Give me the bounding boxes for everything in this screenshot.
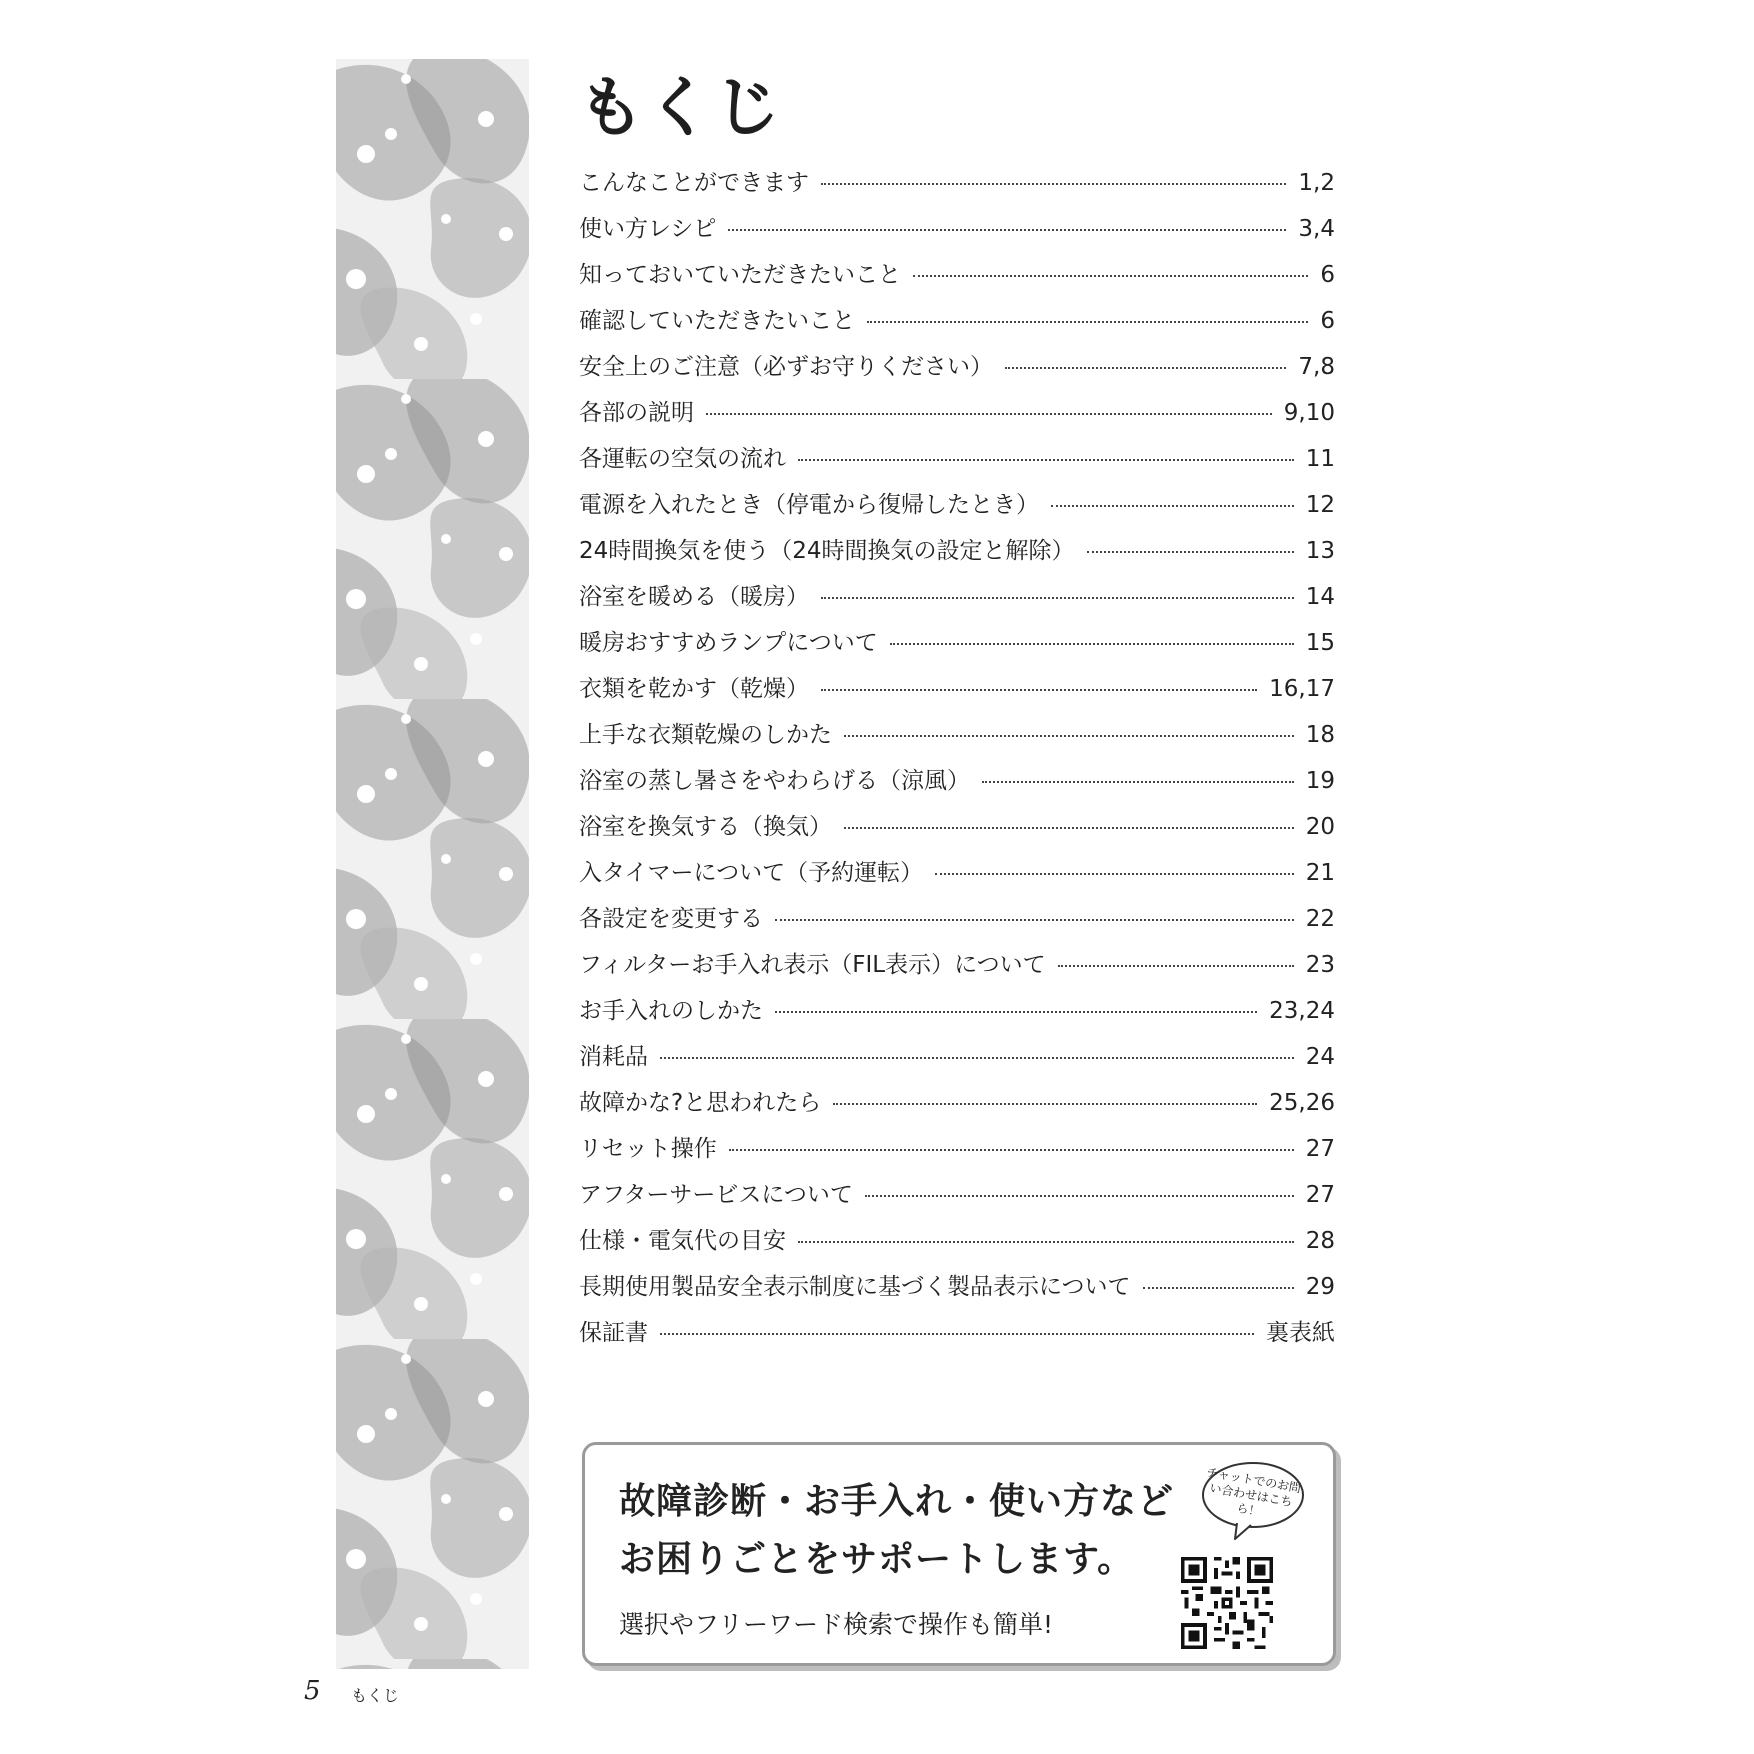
toc-entry[interactable] [579,946,1335,992]
toc-entry-page: 6 [1320,262,1335,288]
toc-entry-page: 19 [1305,768,1335,794]
toc-entry-page: 20 [1305,814,1335,840]
toc-entry[interactable] [579,210,1335,256]
toc-entry-page: 12 [1305,492,1335,518]
toc-entry-label: 確認していただきたいこと [579,308,855,334]
toc-entry[interactable] [579,1222,1335,1268]
toc-entry[interactable] [579,1176,1335,1222]
dot-leader [729,1149,1294,1151]
toc-entry-page: 21 [1305,860,1335,886]
toc-entry-page: 23 [1305,952,1335,978]
toc-entry-label: 浴室を換気する（換気） [579,814,832,840]
toc-entry[interactable] [579,808,1335,854]
dot-leader [775,1011,1257,1013]
toc-entry-label: 安全上のご注意（必ずお守りください） [579,354,993,380]
toc-entry-label: 故障かな?と思われたら [579,1090,822,1116]
qr-code-icon[interactable] [1181,1557,1273,1649]
toc-entry-label: 各運転の空気の流れ [579,446,786,472]
dot-leader [1058,965,1294,967]
toc-entry-page: 24 [1305,1044,1335,1070]
toc-entry[interactable] [579,532,1335,578]
toc-entry-page: 27 [1305,1136,1335,1162]
toc-entry[interactable] [579,716,1335,762]
support-subtext: 選択やフリーワード検索で操作も簡単! [619,1610,1054,1639]
toc-entry-label: 各設定を変更する [579,906,763,932]
toc-entry-label: お手入れのしかた [579,998,763,1024]
toc-entry[interactable] [579,992,1335,1038]
toc-entry[interactable] [579,394,1335,440]
toc-entry-label: 浴室を暖める（暖房） [579,584,809,610]
dot-leader [867,321,1308,323]
toc-entry-page: 16,17 [1269,676,1335,702]
toc-entry-page: 11 [1305,446,1335,472]
toc-entry-page: 15 [1305,630,1335,656]
page-title: もくじ [578,69,782,146]
toc-entry-label: 各部の説明 [579,400,694,426]
footer-section-label: もくじ [351,1686,400,1705]
toc-entry[interactable] [579,302,1335,348]
toc-entry[interactable] [579,1130,1335,1176]
dot-leader [798,459,1294,461]
toc-entry-label: 衣類を乾かす（乾燥） [579,676,809,702]
toc-entry-label: 24時間換気を使う（24時間換気の設定と解除） [579,538,1075,564]
dot-leader [1051,505,1294,507]
support-callout-box [582,1442,1336,1666]
dot-leader [833,1103,1257,1105]
dot-leader [775,919,1294,921]
support-headline-1: 故障診断・お手入れ・使い方など [619,1481,1175,1522]
dot-leader [728,229,1286,231]
toc-entry-label: 保証書 [579,1320,648,1346]
dot-leader [1143,1287,1294,1289]
toc-entry[interactable] [579,624,1335,670]
toc-entry-label: アフターサービスについて [579,1182,853,1208]
toc-entry-page: 27 [1305,1182,1335,1208]
dot-leader [844,735,1294,737]
toc-entry-label: 入タイマーについて（予約運転） [579,860,924,886]
dot-leader [821,597,1294,599]
toc-entry-label: 消耗品 [579,1044,648,1070]
toc-entry[interactable] [579,854,1335,900]
toc-entry[interactable] [579,1038,1335,1084]
decorative-side-pattern [336,59,529,1669]
toc-entry-page: 1,2 [1298,170,1335,196]
table-of-contents [579,164,1335,1360]
toc-entry[interactable] [579,762,1335,808]
toc-entry[interactable] [579,1314,1335,1360]
toc-entry[interactable] [579,1268,1335,1314]
dot-leader [982,781,1294,783]
speech-bubble-text: チャットでのお問い合わせはこちら！ [1205,1465,1303,1519]
toc-entry-page: 6 [1320,308,1335,334]
dot-leader [1087,551,1294,553]
toc-entry-label: 上手な衣類乾燥のしかた [579,722,832,748]
toc-entry[interactable] [579,670,1335,716]
toc-entry-label: 仕様・電気代の目安 [579,1228,786,1254]
toc-entry-label: 使い方レシピ [579,216,717,242]
toc-entry-page: 29 [1305,1274,1335,1300]
dot-leader [890,643,1294,645]
toc-entry-page: 14 [1305,584,1335,610]
toc-entry-label: 浴室の蒸し暑さをやわらげる（涼風） [579,768,970,794]
toc-entry-page: 13 [1305,538,1335,564]
toc-entry-page: 23,24 [1269,998,1335,1024]
toc-entry-label: リセット操作 [579,1136,717,1162]
toc-entry[interactable] [579,348,1335,394]
toc-entry-page: 7,8 [1298,354,1335,380]
dot-leader [1005,367,1286,369]
dot-leader [660,1057,1294,1059]
toc-entry-page: 22 [1305,906,1335,932]
toc-entry[interactable] [579,440,1335,486]
toc-entry[interactable] [579,256,1335,302]
toc-entry-label: フィルターお手入れ表示（FIL表示）について [579,952,1046,978]
dot-leader [913,275,1308,277]
page-number: 5 [304,1676,321,1706]
toc-entry-page: 25,26 [1269,1090,1335,1116]
toc-entry-page: 3,4 [1298,216,1335,242]
toc-entry[interactable] [579,1084,1335,1130]
dot-leader [844,827,1294,829]
toc-entry[interactable] [579,164,1335,210]
dot-leader [706,413,1272,415]
dot-leader [821,689,1257,691]
dot-leader [798,1241,1294,1243]
toc-entry-page: 9,10 [1283,400,1335,426]
toc-entry[interactable] [579,486,1335,532]
toc-entry-label: 知っておいていただきたいこと [579,262,901,288]
toc-entry-page: 裏表紙 [1266,1320,1335,1346]
dot-leader [865,1195,1294,1197]
toc-entry[interactable] [579,900,1335,946]
dot-leader [935,873,1294,875]
dot-leader [821,183,1286,185]
toc-entry-page: 18 [1305,722,1335,748]
support-headline-2: お困りごとをサポートします。 [619,1539,1135,1580]
toc-entry-page: 28 [1305,1228,1335,1254]
toc-entry-label: 長期使用製品安全表示制度に基づく製品表示について [579,1274,1131,1300]
toc-entry-label: 暖房おすすめランプについて [579,630,878,656]
toc-entry-label: 電源を入れたとき（停電から復帰したとき） [579,492,1039,518]
toc-entry[interactable] [579,578,1335,624]
dot-leader [660,1333,1254,1335]
toc-entry-label: こんなことができます [579,170,809,196]
